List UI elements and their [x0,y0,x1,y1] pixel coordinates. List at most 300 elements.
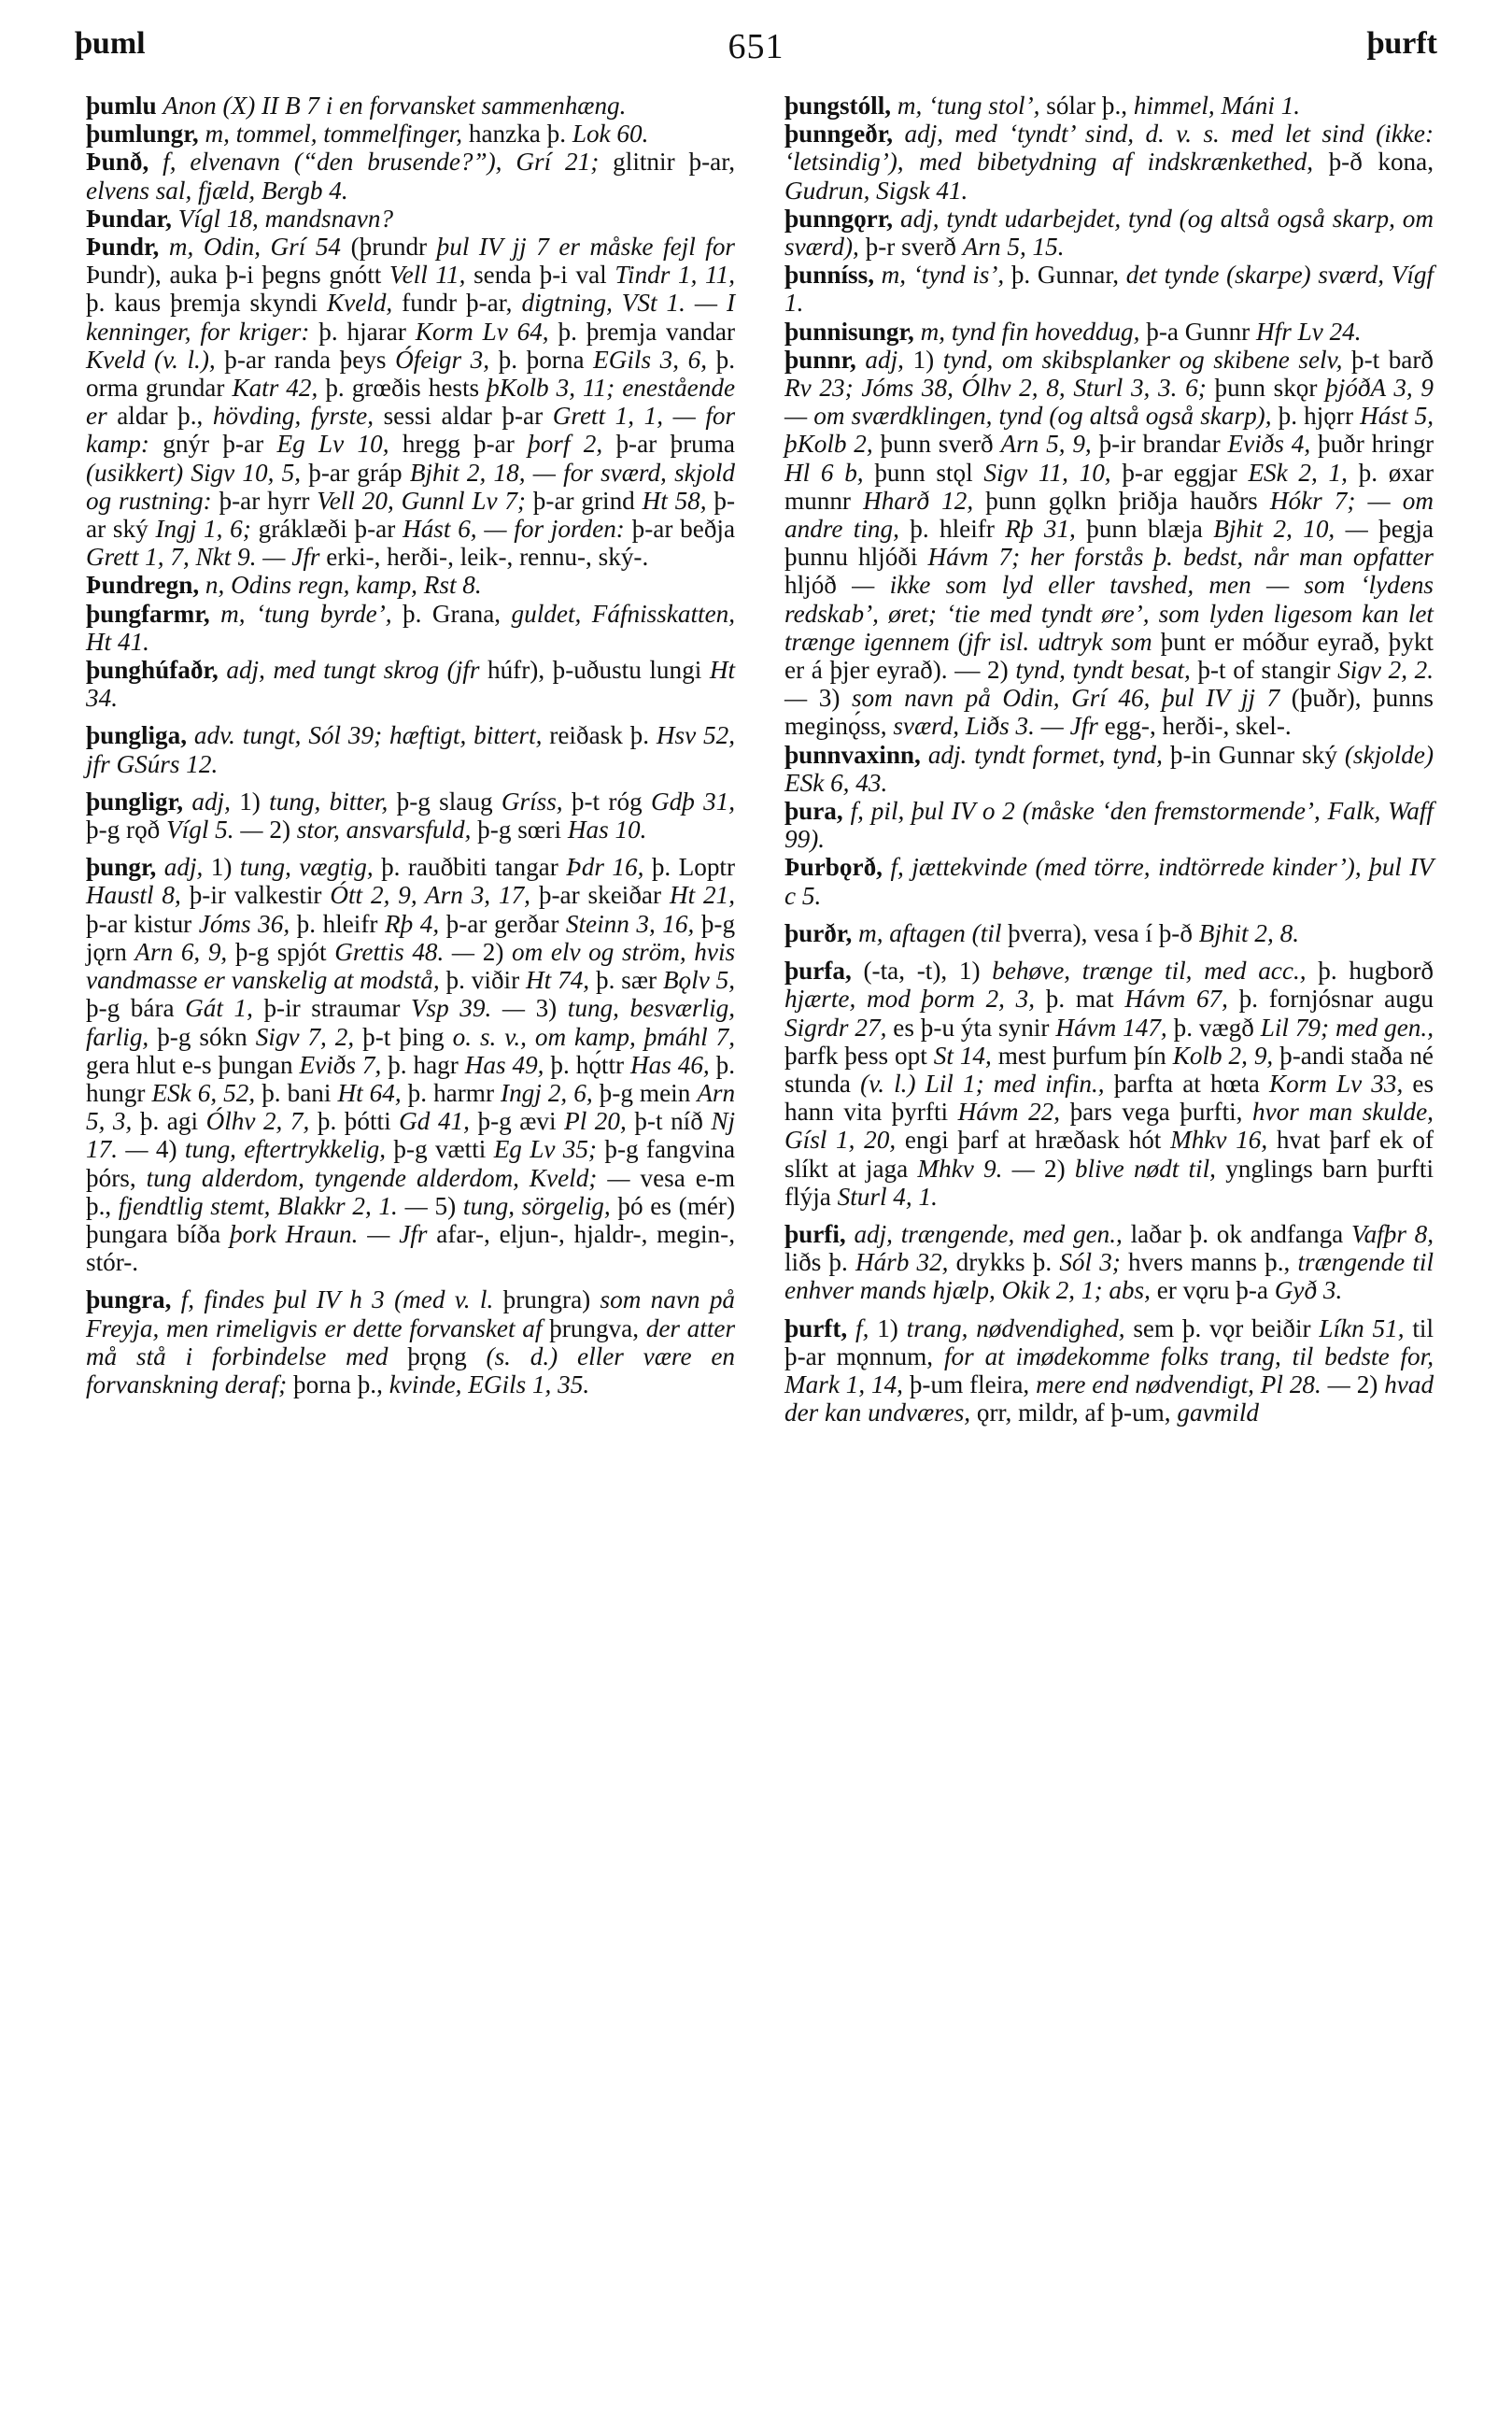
dictionary-entry [86,233,735,571]
dictionary-entry [86,656,735,712]
entry-definition-italic: Eviðs 4, [1227,430,1311,459]
entry-citation-roman: laðar þ. ok andfanga [1130,1219,1344,1248]
entry-citation-roman: þ. mat [1045,985,1114,1014]
entry-definition-italic: Katr 42, [232,374,318,403]
entry-definition-italic: Sól 3; [1059,1248,1121,1277]
entry-citation-roman: þunt er móður eyrað, þykt er á þjer eyrað). — [784,627,1434,685]
entry-citation-roman: þ-g jǫrn [86,909,736,966]
entry-headword: þungligr, [86,787,184,816]
entry-citation-roman: þ-ar beðja [631,515,736,544]
entry-definition-italic: adv. tungt, Sól 39; hæftigt, bittert, [193,721,543,750]
entry-citation-roman: þ-g vætti [393,1135,487,1164]
entry-citation-roman: þ. kaus þremja skyndi [86,289,318,318]
entry-citation-roman: þ-g fangvina þórs, [86,1135,736,1192]
entry-definition-italic: guldet, Fáfnisskatten, Ht 41. [86,599,736,656]
entry-citation-roman: senda þ-i val [473,261,607,290]
entry-definition-italic: Vafþr 8, [1350,1219,1434,1248]
entry-citation-roman: þ. þótti [317,1107,391,1136]
dictionary-entry [86,92,735,120]
dictionary-entry [86,148,735,204]
entry-definition-italic: Mhkv 9. — [917,1154,1035,1183]
entry-headword: þunnr, [784,345,856,374]
entry-definition-italic: Bjhit 2, 10, — [1213,515,1368,544]
entry-citation-roman: er vǫru þ-a [1156,1276,1268,1305]
entry-definition-italic: Þdr 16, [566,853,644,882]
entry-definition-italic: Hárb 32, [855,1248,949,1277]
entry-definition-italic: behøve, trænge til, med acc., [992,957,1307,986]
entry-definition-italic: Grettis 48. — [334,937,475,966]
entry-definition-italic: St 14, [933,1041,992,1070]
entry-definition-italic: Gd 41, [399,1107,470,1136]
entry-citation-roman: þ. þorna [498,345,585,374]
entry-definition-italic: (v. l.) Lil 1; med infin., [860,1069,1105,1098]
entry-citation-roman: þ. Grana, [403,599,502,628]
entry-definition-italic: der atter må stå i forbindelse med [86,1313,736,1370]
entry-headword: þurft, [784,1313,848,1342]
entry-headword: þurðr, [784,918,853,947]
entry-definition-italic: hövding, fyrste, [212,402,374,431]
entry-definition-italic: — ikke som lyd eller tavshed, men — som ‘lydens redskab’, øret; ‘tie med tyndt øre’, som lyden ligesom kan let trænge igennem (jfr isl. udtryk som [784,571,1434,656]
entry-citation-roman: þ-ð kona, [1328,148,1434,177]
entry-definition-italic: tung, sörgelig, [462,1191,611,1220]
entry-definition-italic: Hfr Lv 24. [1256,317,1362,346]
entry-citation-roman: þ-ar gerðar [445,909,559,938]
dictionary-entry [86,721,735,777]
entry-citation-roman: 1) [239,787,261,816]
entry-definition-italic: þKolb 3, 11; enestående er [86,374,736,431]
entry-definition-italic: himmel, Máni 1. [1133,92,1301,120]
dictionary-entry [784,120,1434,205]
entry-citation-roman: þ-andi staða né stunda [784,1041,1434,1098]
entry-definition-italic: m, Odin, Grí 54 [168,233,342,262]
entry-citation-roman: þ. fornjósnar augu [1238,985,1434,1014]
entry-definition-italic: Haustl 8, [86,881,181,910]
entry-definition-italic: tung alderdom, tyngende alderdom, Kveld; — [146,1163,630,1192]
right-column [784,92,1434,1427]
entry-headword: þunnisungr, [784,317,914,346]
entry-definition-italic: (usikkert) Sigv 10, 5, [86,458,302,487]
entry-definition-italic: Ólhv 2, 7, [205,1107,310,1136]
entry-citation-roman: þ. øxar munnr [784,458,1434,515]
entry-definition-italic: adj, [163,853,204,882]
entry-definition-italic: Arn 5, 15. [962,233,1065,262]
dictionary-entry [86,1285,735,1398]
entry-citation-roman: reiðask þ. [549,721,650,750]
entry-citation-roman: þ. hagr [388,1050,459,1079]
entry-citation-roman: þ-g slaug [396,787,493,816]
entry-definition-italic: tung, eftertrykkelig, [184,1135,387,1164]
entry-headword: þunngǫrr, [784,204,894,233]
entry-citation-roman: þarfk þess opt [784,1041,927,1070]
dictionary-entry [784,1220,1434,1305]
entry-citation-roman: þ-ir brandar [1098,430,1221,459]
entry-citation-roman: þ. hungr [86,1050,736,1107]
entry-definition-italic: Rþ 4, [385,909,440,938]
entry-headword: Þurbǫrð, [784,853,883,882]
entry-citation-roman: þ-g ævi [477,1107,557,1136]
entry-definition-italic: (skjolde) ESk 6, 43. [784,740,1434,797]
entry-definition-italic: Sigrdr 27, [784,1013,887,1042]
entry-definition-italic: Sigv 11, 10, [983,458,1111,487]
entry-citation-roman: þ-ir valkestir [189,881,322,910]
entry-headword: þungr, [86,853,157,882]
entry-definition-italic: Arn 5, 9, [1000,430,1092,459]
entry-definition-italic: Gudrun, Sigsk 41. [784,176,968,205]
entry-citation-roman: glitnir þ-ar, [613,148,735,177]
entry-citation-roman: þars vega þurfti, [1069,1098,1243,1127]
entry-definition-italic: Gyð 3. [1274,1276,1343,1305]
entry-citation-roman: gera hlut e-s þungan [86,1050,293,1079]
entry-citation-roman: þ-t barð [1350,345,1434,374]
entry-definition-italic: Gríss, [501,787,563,816]
entry-headword: þurfa, [784,957,852,986]
entry-citation-roman: þ. vægð [1173,1013,1254,1042]
entry-definition-italic: þork Hraun. — Jfr [230,1219,428,1248]
entry-definition-italic: som navn på Freyja, men rimeligvis er dette forvansket af [86,1285,736,1342]
entry-citation-roman: Þundr), auka þ-i þegns gnótt [86,261,382,290]
running-head-right-guideword: þurft [1366,26,1437,61]
entry-citation-roman: þarfta at hœta [1113,1069,1260,1098]
entry-definition-italic: (s. d.) eller være en forvanskning deraf; [86,1341,735,1398]
entry-citation-roman: þ. Gunnar, [1010,261,1120,290]
entry-citation-roman: þunn skǫr [1214,374,1318,403]
entry-citation-roman: þ-g bára [86,994,175,1023]
entry-definition-italic: Vsp 39. — [410,994,526,1023]
entry-citation-roman: þ. orma grundar [86,345,735,403]
entry-headword: þunníss, [784,261,874,290]
entry-citation-roman: þ-ar grind [532,486,635,515]
entry-citation-roman: þuðr hringr [1317,430,1434,459]
entry-citation-roman: þ-ar gráp [308,458,403,487]
entry-definition-italic: Sigv 7, 2, [255,1022,355,1051]
entry-citation-roman: þ-ar randa þeys [224,345,387,374]
entry-definition-italic: for at imødekomme folks trang, til bedste for, Mark 1, 14, [784,1341,1434,1398]
dictionary-entry [784,205,1434,261]
entry-headword: Þundregn, [86,571,200,600]
entry-citation-roman: þrungva, [549,1313,640,1342]
entry-definition-italic: Vell 20, Gunnl Lv 7; [317,486,526,515]
entry-citation-roman: 2) [987,656,1009,685]
entry-citation-roman: þunn blæja [1086,515,1203,544]
entry-definition-italic: tung, bitter, [269,787,389,816]
entry-headword: þunnvaxinn, [784,740,921,769]
dictionary-entry [784,957,1434,1211]
entry-headword: þura, [784,797,843,826]
entry-citation-roman: engi þarf at hræðask hót [904,1126,1162,1155]
entry-definition-italic: EGils 3, 6, [593,345,708,374]
entry-citation-roman: (þuðr), þunns meginǫ́ss, [784,684,1434,741]
entry-citation-roman: þ-ar hyrr [219,486,310,515]
entry-definition-italic: fjendtlig stemt, Blakkr 2, 1. — [118,1191,428,1220]
entry-headword: Þundar, [86,204,172,233]
entry-definition-italic: Ótt 2, 9, Arn 3, 17, [330,881,530,910]
entry-citation-roman: es þ-u ýta synir [893,1013,1050,1042]
entry-citation-roman: þ. hǫ́ttr [550,1050,625,1079]
entry-definition-italic: Grett 1, 7, Nkt 9. — Jfr [86,543,320,572]
entry-citation-roman: þ-t of stangir [1197,656,1331,685]
entry-definition-italic: Ófeigr 3, [395,345,490,374]
entry-definition-italic: m, tommel, tommelfinger, [205,120,463,149]
entry-definition-italic: Sigv 2, 2. — [784,656,1434,713]
entry-citation-roman: þunn sverð [880,430,994,459]
entry-definition-italic: stor, ansvarsfuld, [296,816,472,845]
entry-definition-italic: Hókr 7; — om andre ting, [784,486,1434,544]
entry-definition-italic: elvens sal, fjæld, Bergb 4. [86,176,348,205]
entry-definition-italic: Hl 6 b, [784,458,864,487]
entry-definition-italic: blive nødt til, [1074,1154,1216,1183]
dictionary-entry [784,853,1434,909]
entry-citation-roman: 1) [912,345,935,374]
entry-definition-italic: kvinde, EGils 1, 35. [389,1370,590,1398]
entry-definition-italic: Anon (X) II B 7 i en forvansket sammenhæng. [163,92,627,120]
entry-definition-italic: Pl 20, [564,1107,627,1136]
entry-definition-italic: Hávm 67, [1124,985,1228,1014]
entry-citation-roman: þ-r sverð [865,233,956,262]
running-head [75,26,1437,73]
dictionary-entry [86,600,735,656]
entry-definition-italic: hvor man skulde, Gísl 1, 20, [784,1098,1434,1155]
entry-definition-italic: Hávm 7; her forstås þ. bedst, når man opfatter [927,543,1434,572]
left-column [86,92,735,1398]
entry-definition-italic: Vígl 5. — [166,816,263,845]
entry-citation-roman: vesa e-m þ., [86,1163,736,1220]
entry-headword: þungliga, [86,721,188,750]
entry-citation-roman: þ-g sœri [477,816,562,845]
entry-citation-roman: þunn gǫlkn þriðja hauðrs [985,486,1258,515]
entry-definition-italic: Líkn 51, [1319,1313,1405,1342]
entry-definition-italic: Kveld (v. l.), [86,345,216,374]
entry-citation-roman: þ-t níð [634,1107,703,1136]
entry-definition-italic: adj, [865,345,904,374]
entry-definition-italic: Nj 17. — [86,1107,736,1164]
entry-definition-italic: Kolb 2, 9, [1172,1041,1274,1070]
entry-definition-italic: Ht 34. [86,656,735,713]
entry-citation-roman: þó es (mér) þungara bíða [86,1191,736,1248]
entry-citation-roman: 4) [155,1135,177,1164]
entry-definition-italic: f, elvenavn (“den brusende?”), Grí 21; [163,148,600,177]
entry-definition-italic: mere end nødvendigt, Pl 28. — [1036,1370,1350,1398]
dictionary-entry [86,120,735,148]
entry-citation-roman: mest þurfum þín [997,1041,1166,1070]
dictionary-entry [784,919,1434,947]
entry-citation-roman: þrǫng [407,1341,467,1370]
entry-citation-roman: þ-t róg [571,787,643,816]
entry-citation-roman: þ. hleifr [910,515,995,544]
entry-citation-roman: þ-ar eggjar [1122,458,1237,487]
entry-definition-italic: Korm Lv 33, [1268,1069,1404,1098]
entry-citation-roman: 1) [877,1313,898,1342]
entry-headword: þunngeðr, [784,120,894,149]
entry-citation-roman: gráklæði þ-ar [258,515,396,544]
entry-citation-roman: þ-ar skeiðar [538,881,662,910]
entry-citation-roman: hljóð [784,571,837,600]
dictionary-entry [86,571,735,599]
entry-definition-italic: Eg Lv 35; [493,1135,597,1164]
entry-definition-italic: trang, nødvendighed, [906,1313,1125,1342]
entry-citation-roman: þ-um fleira, [909,1370,1030,1398]
entry-citation-roman: þunn stǫl [874,458,973,487]
entry-definition-italic: adj, med tungt skrog (jfr [226,656,480,685]
dictionary-entry [784,797,1434,853]
entry-citation-roman: þ. rauðbiti tangar [381,853,558,882]
entry-definition-italic: þjóðA 3, 9 — om sværdklingen, tynd (og altså også skarp), [784,374,1434,431]
entry-headword: þumlu [86,92,157,120]
entry-citation-roman: fundr þ-ar, [402,289,513,318]
entry-definition-italic: Has 10. [567,816,647,845]
entry-citation-roman: þ-ar ský [86,486,736,544]
entry-citation-roman: aldar þ., [117,402,204,431]
entry-citation-roman: þ-in Gunnar ský [1169,740,1337,769]
entry-citation-roman: (þrundr [350,233,428,262]
entry-citation-roman: 2) [1356,1370,1378,1398]
entry-definition-italic: f, findes þul IV h 3 (med v. l. [180,1285,494,1314]
entry-definition-italic: Kveld, [327,289,393,318]
entry-definition-italic: þul IV jj 7 er måske fejl for [436,233,735,262]
entry-citation-roman: til þ-ar mǫnnum, [784,1313,1434,1370]
entry-citation-roman: (-ta, -t), 1) [863,957,981,986]
entry-definition-italic: Bjhit 2, 18, — for sværd, skjold og rustning: [86,458,736,515]
entry-definition-italic: ESk 6, 52, [151,1078,256,1107]
entry-citation-roman: 3) [535,994,558,1023]
entry-definition-italic: adj, med ‘tyndt’ sind, d. v. s. med let sind (ikke: ‘letsindig’), med bibetydning af indskrænkethed, [784,120,1434,177]
entry-definition-italic: Mhkv 16, [1170,1126,1268,1155]
entry-citation-roman: þrungra) [502,1285,591,1314]
entry-citation-roman: sessi aldar þ-ar [383,402,544,431]
entry-headword: þungra, [86,1285,172,1314]
entry-definition-italic: adj, [191,787,231,816]
entry-definition-italic: ESk 2, 1, [1248,458,1348,487]
entry-definition-italic: tynd, tyndt besat, [1015,656,1191,685]
entry-citation-roman: þ-ar kistur [86,909,192,938]
entry-citation-roman: sólar þ., [1046,92,1128,120]
entry-definition-italic: o. s. v., om kamp, þmáhl 7, [452,1022,736,1051]
entry-definition-italic: Steinn 3, 16, [565,909,695,938]
entry-definition-italic: m, aftagen (til [858,918,1002,947]
entry-definition-italic: hjærte, mod þorm 2, 3, [784,985,1036,1014]
entry-definition-italic: Ht 64, [337,1078,402,1107]
entry-headword: Þunð, [86,148,149,177]
entry-definition-italic: tynd, om skibsplanker og skibene selv, [942,345,1343,374]
entry-citation-roman: þ-g sókn [157,1022,247,1051]
entry-definition-italic: digtning, VSt 1. — I kenninger, for kriger: [86,289,736,346]
entry-definition-italic: n, Odins regn, kamp, Rst 8. [205,571,482,600]
entry-definition-italic: Ingj 2, 6, [501,1078,593,1107]
entry-definition-italic: Hávm 22, [957,1098,1061,1127]
entry-citation-roman: 1) [210,853,233,882]
entry-citation-roman: liðs þ. [784,1248,848,1277]
dictionary-entry [784,261,1434,317]
entry-definition-italic: hvad der kan undværes, [784,1370,1434,1427]
dictionary-entry [784,1314,1434,1427]
entry-citation-roman: hvat þarf ek of slíkt at jaga [784,1126,1434,1183]
entry-definition-italic: Arn 6, 9, [134,937,228,966]
entry-citation-roman: þ-g spjót [234,937,327,966]
entry-definition-italic: Hást 5, þKolb 2, [784,402,1434,459]
dictionary-entry [784,92,1434,120]
entry-citation-roman: þ. sær [596,966,657,995]
entry-citation-roman: þ. hugborð [1318,957,1434,986]
entry-citation-roman: þegja þunnu hljóði [784,515,1434,572]
entry-citation-roman: 2) [482,937,504,966]
entry-definition-italic: Ingj 1, 6; [155,515,251,544]
entry-citation-roman: egg-, herði-, skel-. [1104,712,1292,741]
entry-definition-italic: Hsv 52, jfr GSúrs 12. [86,721,736,778]
entry-headword: þungstóll, [784,92,892,120]
entry-definition-italic: Lok 60. [572,120,649,149]
entry-citation-roman: þ. agi [139,1107,199,1136]
entry-citation-roman: drykks þ. [955,1248,1053,1277]
entry-definition-italic: Hávm 147, [1055,1013,1167,1042]
entry-headword: þungfarmr, [86,599,210,628]
entry-citation-roman: þ. viðir [445,966,520,995]
entry-definition-italic: f, jættekvinde (med törre, indtörrede kinder’), þul IV c 5. [784,853,1434,910]
dictionary-entry [86,205,735,233]
entry-definition-italic: Eg Lv 10, [276,430,389,459]
entry-definition-italic: tung, vægtig, [239,853,374,882]
entry-definition-italic: adj, tyndt udarbejdet, tynd (og altså også skarp, om sværd), [784,204,1434,262]
entry-definition-italic: Ht 74, [526,966,590,995]
dictionary-entry [86,853,735,1276]
page-number: 651 [728,27,784,66]
dictionary-entry [86,788,735,844]
entry-definition-italic: Lil 79; med gen., [1260,1013,1434,1042]
entry-definition-italic: Ht 58, [642,486,707,515]
entry-definition-italic: m, ‘tynd is’, [881,261,1005,290]
entry-citation-roman: 3) [818,684,841,713]
entry-citation-roman: þ-a Gunnr [1146,317,1251,346]
entry-citation-roman: 2) [269,816,290,845]
entry-citation-roman: þ-ir straumar [263,994,401,1023]
entry-definition-italic: Rv 23; Jóms 38, Ólhv 2, 8, Sturl 3, 3. 6; [784,374,1207,403]
entry-definition-italic: Bjhit 2, 8. [1198,918,1299,947]
entry-definition-italic: Hást 6, — for jorden: [403,515,625,544]
entry-definition-italic: Has 49, [464,1050,544,1079]
running-head-left-guideword: þuml [75,26,146,61]
entry-citation-roman: ynglings barn þurfti flýja [784,1154,1434,1211]
entry-definition-italic: Tindr 1, 11, [615,261,736,290]
entry-citation-roman: þorna þ., [293,1370,383,1398]
entry-definition-italic: f, [855,1313,869,1342]
entry-definition-italic: m, ‘tung stol’, [897,92,1040,120]
entry-definition-italic: det tynde (skarpe) sværd, Vígf 1. [784,261,1434,318]
entry-citation-roman: þ. þremja vandar [558,317,736,346]
entry-citation-roman: es hann vita þyrfti [784,1069,1434,1127]
entry-citation-roman: 2) [1044,1154,1066,1183]
entry-headword: þurfi, [784,1219,846,1248]
entry-definition-italic: Grett 1, 1, — for kamp: [86,402,736,459]
entry-citation-roman: þverra), vesa í þ-ð [1008,918,1193,947]
entry-definition-italic: m, ‘tung byrde’, [220,599,392,628]
entry-citation-roman: erki-, herði-, leik-, rennu-, ský-. [326,543,649,572]
entry-definition-italic: Eviðs 7, [299,1050,382,1079]
entry-definition-italic: Has 46, [630,1050,710,1079]
dictionary-entry [784,346,1434,741]
entry-definition-italic: Sturl 4, 1. [837,1182,938,1211]
entry-definition-italic: adj. tyndt formet, tynd, [927,740,1163,769]
entry-definition-italic: som navn på Odin, Grí 46, þul IV jj 7 [851,684,1280,713]
entry-citation-roman: afar-, eljun-, hjaldr-, megin-, stór-. [86,1219,735,1277]
entry-citation-roman: þ. hleifr [296,909,378,938]
entry-citation-roman: gnýr þ-ar [163,430,264,459]
entry-citation-roman: þ-ar þruma [615,430,735,459]
entry-definition-italic: f, pil, þul IV o 2 (måske ‘den fremstormende’, Falk, Waff 99). [784,797,1434,854]
entry-definition-italic: þorf 2, [528,430,603,459]
entry-definition-italic: Korm Lv 64, [415,317,549,346]
entry-definition-italic: Gdþ 31, [650,787,736,816]
entry-headword: þumlungr, [86,120,199,149]
entry-citation-roman: þ. bani [261,1078,332,1107]
entry-citation-roman: þ. hjǫrr [1278,402,1354,431]
